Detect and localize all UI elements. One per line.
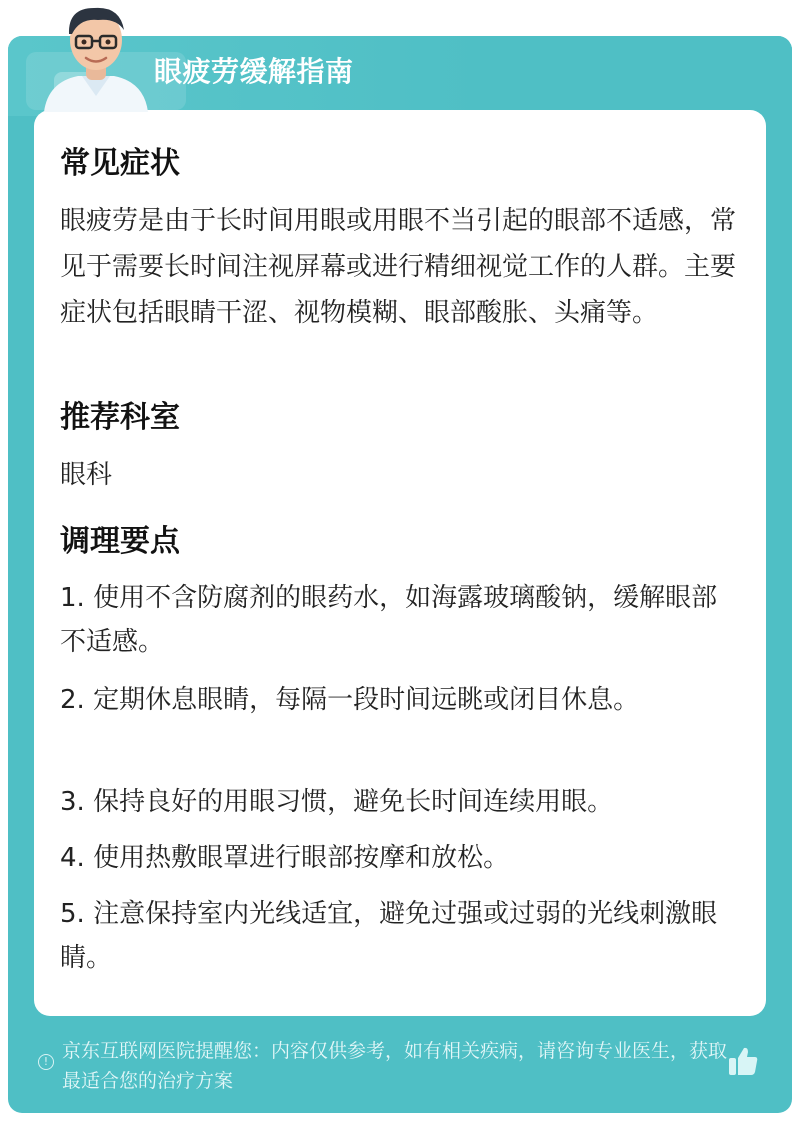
page-title: 眼疲劳缓解指南	[154, 55, 354, 88]
thumbs-up-icon[interactable]	[726, 1044, 760, 1078]
doctor-avatar	[36, 0, 156, 112]
department-heading: 推荐科室	[60, 400, 180, 435]
list-item: 1. 使用不含防腐剂的眼药水，如海露玻璃酸钠，缓解眼部不适感。	[60, 583, 718, 657]
department-text: 眼科	[60, 460, 113, 490]
symptoms-text: 眼疲劳是由于长时间用眼或用眼不当引起的眼部不适感，常见于需要长时间注视屏幕或进行精细视觉工作的人群。主要症状包括眼睛干涩、视物模糊、眼部酸胀、头痛等。	[60, 206, 737, 328]
list-item: 3. 保持良好的用眼习惯，避免长时间连续用眼。	[60, 787, 614, 817]
guide-card	[8, 36, 792, 1113]
list-item: 4. 使用热敷眼罩进行眼部按摩和放松。	[60, 843, 510, 873]
content-panel	[34, 110, 766, 1016]
care-heading: 调理要点	[60, 524, 180, 559]
list-item: 5. 注意保持室内光线适宜，避免过强或过弱的光线刺激眼睛。	[60, 899, 718, 973]
disclaimer-text: 京东互联网医院提醒您：内容仅供参考，如有相关疾病，请咨询专业医生，获取最适合您的治疗方案	[62, 1040, 728, 1092]
footer	[8, 1028, 792, 1108]
symptoms-heading: 常见症状	[60, 146, 180, 181]
list-item: 2. 定期休息眼睛，每隔一段时间远眺或闭目休息。	[60, 685, 640, 715]
info-icon: !	[38, 1054, 54, 1070]
